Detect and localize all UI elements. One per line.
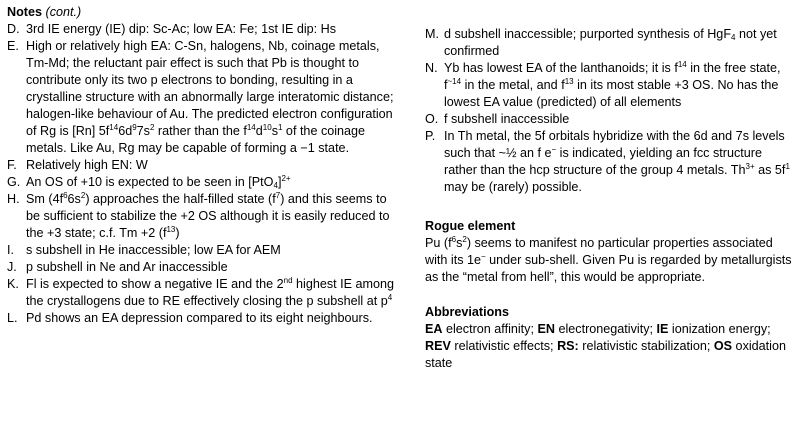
note-label: F. xyxy=(7,158,17,172)
script-segment: 4 xyxy=(273,181,278,190)
left-column xyxy=(7,4,397,327)
note-label: H. xyxy=(7,192,20,206)
text-segment: Pu (f xyxy=(425,236,452,250)
text-segment: under sub-shell. Given Pu is regarded by metallurgists as the “metal from hell”, this would be appropriate. xyxy=(425,253,792,284)
text-segment: s xyxy=(456,236,463,250)
rogue-body xyxy=(425,235,795,286)
note-item xyxy=(7,242,397,259)
text-segment: 3rd IE energy (IE) dip: Sc-Ac; low EA: Fe; 1st IE dip: Hs xyxy=(26,22,337,36)
note-text xyxy=(26,174,397,191)
note-text xyxy=(26,38,397,157)
text-segment: ) xyxy=(175,226,180,240)
text-segment: 6s xyxy=(67,192,81,206)
text-segment: Sm (4f xyxy=(26,192,64,206)
note-item xyxy=(7,21,397,38)
script-segment: nd xyxy=(283,276,293,285)
note-label: J. xyxy=(7,260,17,274)
note-item xyxy=(425,26,795,60)
note-text xyxy=(26,157,397,174)
script-segment: − xyxy=(481,252,486,261)
right-column xyxy=(425,26,795,372)
abbreviation-definition: oxidation state xyxy=(425,339,786,370)
text-segment: An OS of +10 is expected to be seen in [PtO xyxy=(26,175,274,189)
script-segment: − xyxy=(551,145,557,154)
script-segment: 14 xyxy=(246,123,256,132)
text-segment: Yb has lowest EA of the lanthanoids; it is f xyxy=(444,61,678,75)
text-segment: High or relatively high EA: C-Sn, halogens, Nb, coinage metals, Tm-Md; the reluctant pair effect is such that Pb is thought to contribute only its two p electrons to bonding, resulting in a crystalline structure with an abnormally large interatomic distance; halogen-like behaviour of Au. The predicted electron configuration of Rg is [Rn] 5f xyxy=(26,39,394,138)
abbreviations-body xyxy=(425,321,795,372)
right-notes-list xyxy=(425,26,795,196)
note-item xyxy=(425,128,795,196)
text-segment: rather than the f xyxy=(154,124,247,138)
note-label: L. xyxy=(7,311,18,325)
text-segment: may be (rarely) possible. xyxy=(444,180,582,194)
text-segment: in the free state, f xyxy=(444,61,781,92)
abbreviation-term: EN xyxy=(537,322,555,336)
note-label: M. xyxy=(425,27,439,41)
note-label: E. xyxy=(7,39,19,53)
abbreviation-definition: relativistic stabilization; xyxy=(578,339,714,353)
text-segment: In Th metal, the 5f orbitals hybridize with the 6d and 7s levels such that ~½ an f e xyxy=(444,129,785,160)
note-text xyxy=(444,128,795,196)
notes-heading-suffix: (cont.) xyxy=(45,5,82,19)
script-segment: 7 xyxy=(275,191,281,200)
abbreviation-term: OS xyxy=(713,339,733,353)
note-text xyxy=(26,191,397,242)
abbreviation-term: REV xyxy=(425,339,451,353)
text-segment: ) seems to manifest no particular properties associated with its 1e xyxy=(425,236,773,267)
script-segment: 2 xyxy=(80,191,86,200)
note-label: N. xyxy=(425,61,438,75)
left-notes-list xyxy=(7,21,397,327)
notes-heading xyxy=(7,4,397,21)
note-text xyxy=(26,242,397,259)
text-segment: s subshell in He inaccessible; low EA for AEM xyxy=(26,243,281,257)
note-label: K. xyxy=(7,277,19,291)
note-text xyxy=(26,276,397,310)
note-text xyxy=(444,60,795,111)
script-segment: 2 xyxy=(462,235,467,244)
text-segment: ] xyxy=(277,175,282,189)
text-segment: highest IE among the crystallogens due to RE effectively closing the p subshell at p xyxy=(26,277,395,308)
note-item xyxy=(7,259,397,276)
note-text xyxy=(26,21,397,38)
abbreviation-definition: electron affinity; xyxy=(442,322,538,336)
note-item xyxy=(425,60,795,111)
script-segment: 6 xyxy=(63,191,68,200)
note-text xyxy=(26,310,397,327)
note-label: D. xyxy=(7,22,20,36)
text-segment: in the metal, and f xyxy=(461,78,565,92)
script-segment: 14 xyxy=(109,123,119,132)
text-segment: d xyxy=(255,124,263,138)
note-item xyxy=(425,111,795,128)
text-segment: 7s xyxy=(136,124,150,138)
abbreviation-term: RS: xyxy=(557,339,579,353)
text-segment: is indicated, yielding an fcc structure rather than the hcp structure of the group 4 metals. Th xyxy=(444,146,762,177)
note-item xyxy=(7,38,397,157)
note-label: P. xyxy=(425,129,436,143)
abbreviation-definition: relativistic effects; xyxy=(450,339,558,353)
note-item xyxy=(7,157,397,174)
note-text xyxy=(26,259,397,276)
note-text xyxy=(444,26,795,60)
script-segment: 10 xyxy=(262,123,272,132)
text-segment: not yet confirmed xyxy=(444,27,777,58)
text-segment: p subshell in Ne and Ar inaccessible xyxy=(26,260,228,274)
script-segment: 2 xyxy=(149,123,155,132)
abbreviation-term: IE xyxy=(656,322,669,336)
script-segment: 14 xyxy=(677,60,687,69)
text-segment: ) and this seems to be sufficient to stabilize the +2 OS although it is easily reduced to the +3 state; c.f. Tm +2 (f xyxy=(26,192,390,240)
note-label: I. xyxy=(7,243,14,257)
script-segment: 6 xyxy=(451,235,457,244)
note-item xyxy=(7,191,397,242)
script-segment: 3+ xyxy=(745,162,755,171)
script-segment: 1 xyxy=(277,123,283,132)
script-segment: ~14 xyxy=(447,77,462,86)
script-segment: 13 xyxy=(564,77,574,86)
note-item xyxy=(7,174,397,191)
note-label: O. xyxy=(425,112,439,126)
script-segment: 13 xyxy=(166,225,176,234)
note-item xyxy=(7,310,397,327)
script-segment: 1 xyxy=(785,162,790,171)
abbreviations-title: Abbreviations xyxy=(425,305,509,319)
text-segment: 6d xyxy=(118,124,133,138)
abbreviation-definition: ionization energy; xyxy=(668,322,771,336)
text-segment: s xyxy=(271,124,278,138)
text-segment: in its most stable +3 OS. No has the lowest EA value (predicted) of all elements xyxy=(444,78,779,109)
script-segment: 4 xyxy=(387,293,393,302)
text-segment: of the coinage metals. Like Au, Rg may be capable of forming a −1 state. xyxy=(26,124,366,155)
text-segment: Pd shows an EA depression compared to its eight neighbours. xyxy=(26,311,373,325)
abbreviation-term: EA xyxy=(425,322,443,336)
note-label: G. xyxy=(7,175,21,189)
script-segment: 2+ xyxy=(281,174,291,183)
text-segment: Relatively high EN: W xyxy=(26,158,148,172)
note-text xyxy=(444,111,795,128)
text-segment: as 5f xyxy=(754,163,786,177)
abbreviation-definition: electronegativity; xyxy=(554,322,657,336)
script-segment: 4 xyxy=(731,33,736,42)
note-item xyxy=(7,276,397,310)
text-segment: f subshell inaccessible xyxy=(444,112,570,126)
notes-heading-title: Notes xyxy=(7,5,42,19)
rogue-title: Rogue element xyxy=(425,219,516,233)
script-segment: 9 xyxy=(132,123,137,132)
text-segment: ) approaches the half-filled state (f xyxy=(85,192,276,206)
text-segment: Fl is expected to show a negative IE and the 2 xyxy=(26,277,284,291)
text-segment: d subshell inaccessible; purported synthesis of HgF xyxy=(444,27,732,41)
